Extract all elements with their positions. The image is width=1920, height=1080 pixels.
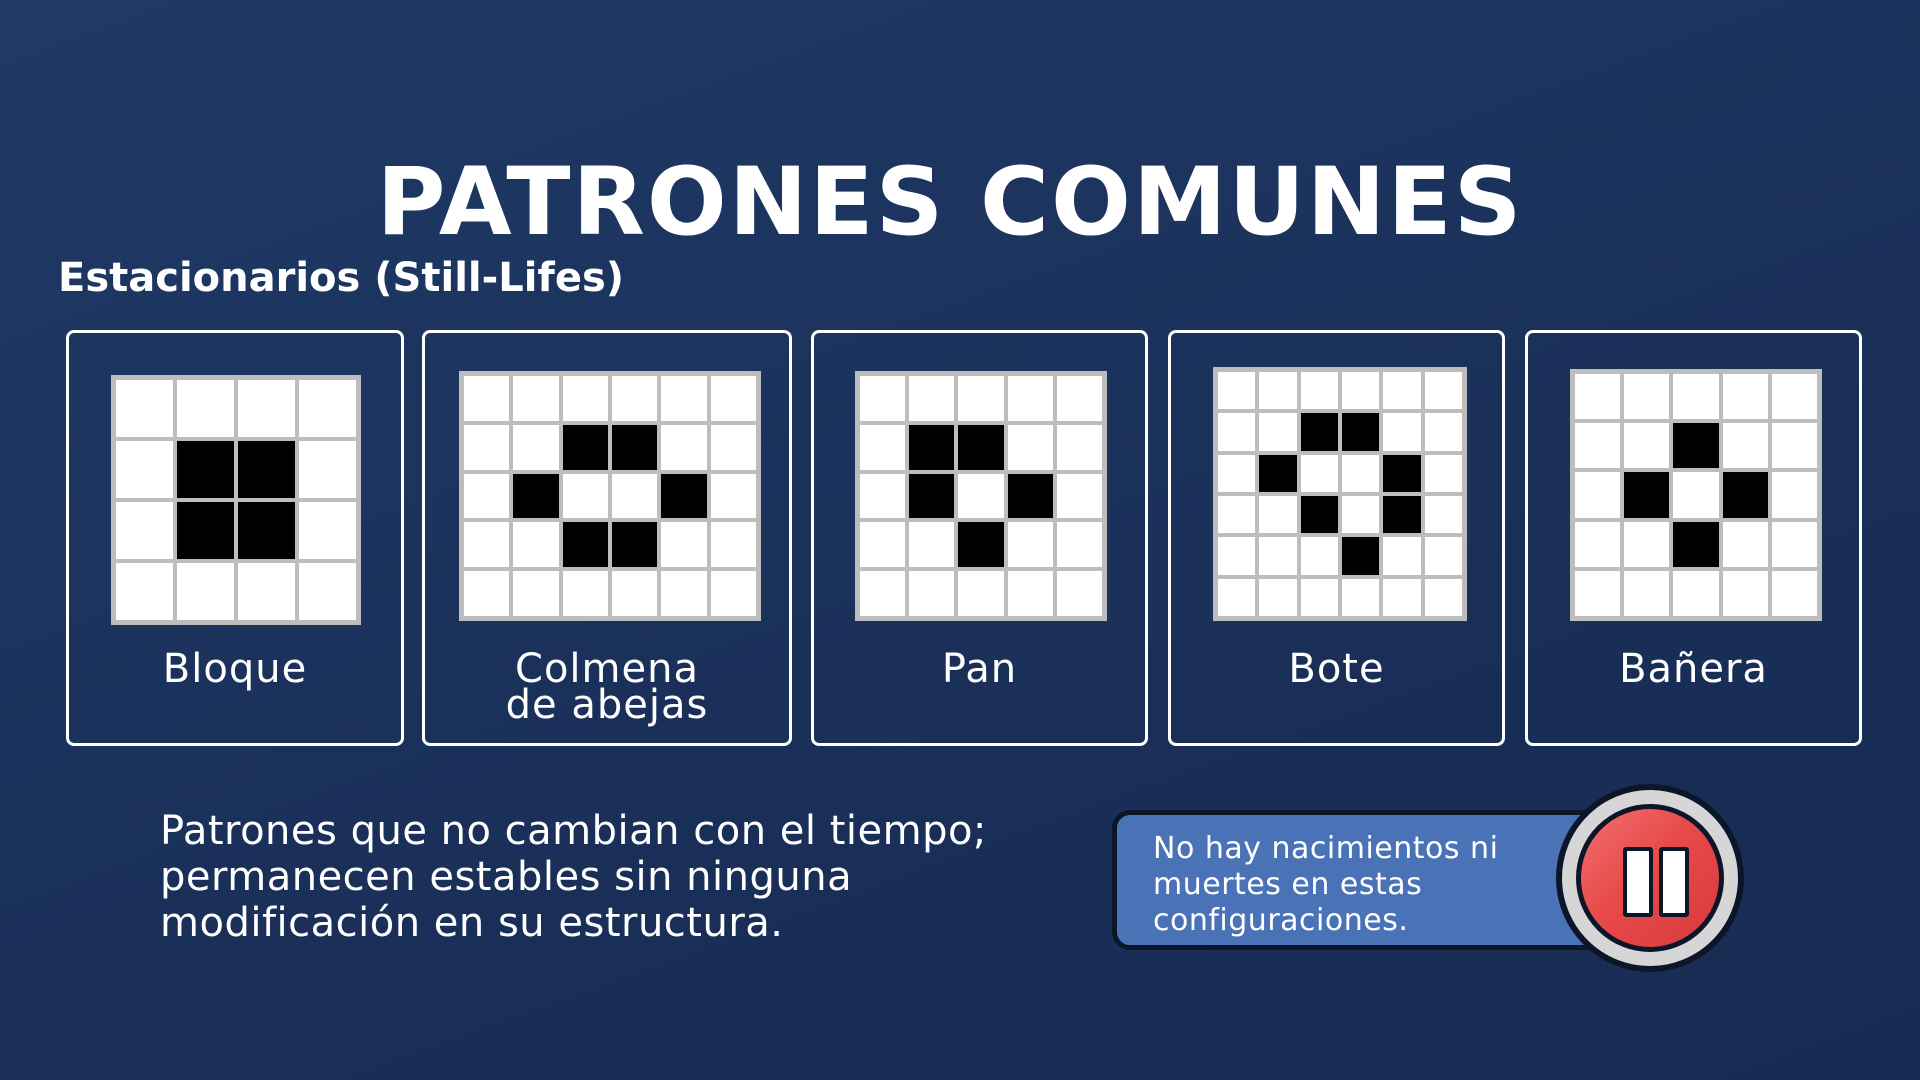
- live-cell: [1342, 413, 1379, 450]
- dead-cell: [464, 376, 509, 421]
- dead-cell: [1723, 522, 1768, 567]
- dead-cell: [299, 380, 356, 437]
- dead-cell: [1575, 522, 1620, 567]
- pattern-grid: [1570, 369, 1822, 621]
- live-cell: [1259, 455, 1296, 492]
- dead-cell: [1301, 579, 1338, 616]
- dead-cell: [860, 425, 905, 470]
- description-line: permanecen estables sin ninguna: [160, 854, 853, 900]
- dead-cell: [860, 571, 905, 616]
- dead-cell: [464, 425, 509, 470]
- dead-cell: [116, 502, 173, 559]
- dead-cell: [1301, 455, 1338, 492]
- pattern-label-line1: Bote: [1288, 646, 1385, 692]
- dead-cell: [1425, 579, 1462, 616]
- live-cell: [909, 474, 954, 519]
- dead-cell: [1008, 425, 1053, 470]
- dead-cell: [909, 522, 954, 567]
- dead-cell: [1425, 372, 1462, 409]
- dead-cell: [860, 474, 905, 519]
- dead-cell: [1301, 537, 1338, 574]
- dead-cell: [1575, 374, 1620, 419]
- dead-cell: [238, 380, 295, 437]
- dead-cell: [1425, 496, 1462, 533]
- dead-cell: [909, 571, 954, 616]
- live-cell: [909, 425, 954, 470]
- dead-cell: [1575, 571, 1620, 616]
- dead-cell: [1772, 472, 1817, 517]
- description-line: modificación en su estructura.: [160, 900, 784, 946]
- dead-cell: [1772, 423, 1817, 468]
- dead-cell: [1218, 455, 1255, 492]
- dead-cell: [1259, 413, 1296, 450]
- live-cell: [177, 502, 234, 559]
- dead-cell: [661, 571, 706, 616]
- dead-cell: [1008, 522, 1053, 567]
- dead-cell: [909, 376, 954, 421]
- pattern-label-line1: Bañera: [1619, 646, 1768, 692]
- pattern-label: [425, 646, 789, 728]
- dead-cell: [711, 474, 756, 519]
- dead-cell: [1218, 579, 1255, 616]
- dead-cell: [1772, 571, 1817, 616]
- live-cell: [238, 502, 295, 559]
- dead-cell: [177, 563, 234, 620]
- dead-cell: [177, 380, 234, 437]
- live-cell: [1383, 496, 1420, 533]
- dead-cell: [711, 376, 756, 421]
- pattern-label-line1: Bloque: [162, 646, 308, 692]
- dead-cell: [1425, 413, 1462, 450]
- dead-cell: [1383, 413, 1420, 450]
- dead-cell: [513, 571, 558, 616]
- dead-cell: [1673, 374, 1718, 419]
- dead-cell: [464, 474, 509, 519]
- dead-cell: [513, 425, 558, 470]
- pattern-card-banera: [1525, 330, 1862, 746]
- dead-cell: [1259, 579, 1296, 616]
- pattern-label-line1: Colmena: [515, 646, 699, 692]
- dead-cell: [116, 380, 173, 437]
- dead-cell: [1723, 423, 1768, 468]
- pattern-grid: [111, 375, 361, 625]
- live-cell: [563, 522, 608, 567]
- dead-cell: [1575, 472, 1620, 517]
- dead-cell: [1057, 522, 1102, 567]
- pattern-card-colmena: [422, 330, 792, 746]
- dead-cell: [1008, 571, 1053, 616]
- dead-cell: [612, 376, 657, 421]
- dead-cell: [711, 571, 756, 616]
- dead-cell: [661, 376, 706, 421]
- dead-cell: [1624, 522, 1669, 567]
- pattern-label: [814, 646, 1145, 692]
- dead-cell: [711, 425, 756, 470]
- pattern-label-line1: Pan: [941, 646, 1018, 692]
- live-cell: [177, 441, 234, 498]
- dead-cell: [661, 522, 706, 567]
- dead-cell: [116, 441, 173, 498]
- dead-cell: [1624, 423, 1669, 468]
- description-line: Patrones que no cambian con el tiempo;: [160, 808, 987, 854]
- dead-cell: [1575, 423, 1620, 468]
- pause-bar-left: [1623, 847, 1653, 917]
- description-text: [160, 808, 1060, 946]
- pause-icon: [1556, 784, 1744, 972]
- dead-cell: [958, 376, 1003, 421]
- dead-cell: [513, 522, 558, 567]
- dead-cell: [1425, 537, 1462, 574]
- dead-cell: [1673, 472, 1718, 517]
- pause-bar-right: [1659, 847, 1689, 917]
- live-cell: [612, 425, 657, 470]
- dead-cell: [116, 563, 173, 620]
- pattern-grid: [855, 371, 1107, 621]
- dead-cell: [1259, 537, 1296, 574]
- live-cell: [612, 522, 657, 567]
- pattern-grid: [1213, 367, 1467, 621]
- dead-cell: [1723, 374, 1768, 419]
- dead-cell: [1772, 522, 1817, 567]
- live-cell: [1723, 472, 1768, 517]
- dead-cell: [1342, 372, 1379, 409]
- dead-cell: [958, 571, 1003, 616]
- dead-cell: [513, 376, 558, 421]
- pattern-card-pan: [811, 330, 1148, 746]
- dead-cell: [1218, 496, 1255, 533]
- dead-cell: [1673, 571, 1718, 616]
- dead-cell: [1342, 496, 1379, 533]
- note-callout: [1112, 810, 1632, 950]
- dead-cell: [1383, 537, 1420, 574]
- pause-icon-face: [1576, 804, 1724, 952]
- live-cell: [1008, 474, 1053, 519]
- live-cell: [563, 425, 608, 470]
- dead-cell: [238, 563, 295, 620]
- live-cell: [958, 425, 1003, 470]
- pattern-grid: [459, 371, 761, 621]
- dead-cell: [1259, 372, 1296, 409]
- dead-cell: [1057, 425, 1102, 470]
- live-cell: [1342, 537, 1379, 574]
- dead-cell: [958, 474, 1003, 519]
- live-cell: [661, 474, 706, 519]
- dead-cell: [1301, 372, 1338, 409]
- live-cell: [513, 474, 558, 519]
- live-cell: [1383, 455, 1420, 492]
- live-cell: [1624, 472, 1669, 517]
- dead-cell: [1008, 376, 1053, 421]
- dead-cell: [1057, 474, 1102, 519]
- dead-cell: [1057, 376, 1102, 421]
- dead-cell: [661, 425, 706, 470]
- dead-cell: [1723, 571, 1768, 616]
- dead-cell: [1383, 579, 1420, 616]
- dead-cell: [1057, 571, 1102, 616]
- dead-cell: [1772, 374, 1817, 419]
- dead-cell: [563, 474, 608, 519]
- dead-cell: [860, 376, 905, 421]
- dead-cell: [1624, 374, 1669, 419]
- note-line: configuraciones.: [1153, 903, 1409, 938]
- dead-cell: [299, 441, 356, 498]
- live-cell: [1673, 423, 1718, 468]
- live-cell: [958, 522, 1003, 567]
- dead-cell: [299, 563, 356, 620]
- dead-cell: [612, 474, 657, 519]
- live-cell: [1301, 413, 1338, 450]
- pattern-label: [1528, 646, 1859, 692]
- slide-title: PATRONES COMUNES: [376, 147, 1524, 257]
- note-line: No hay nacimientos ni: [1153, 831, 1499, 866]
- note-line: muertes en estas: [1153, 867, 1423, 902]
- dead-cell: [464, 571, 509, 616]
- dead-cell: [1218, 372, 1255, 409]
- live-cell: [1301, 496, 1338, 533]
- dead-cell: [1259, 496, 1296, 533]
- pattern-label: [69, 646, 401, 692]
- dead-cell: [563, 376, 608, 421]
- dead-cell: [1425, 455, 1462, 492]
- dead-cell: [1342, 579, 1379, 616]
- live-cell: [1673, 522, 1718, 567]
- pattern-label-line2: de abejas: [505, 682, 709, 728]
- dead-cell: [563, 571, 608, 616]
- dead-cell: [1383, 372, 1420, 409]
- note-text: [1153, 831, 1533, 939]
- dead-cell: [1218, 537, 1255, 574]
- pattern-card-bote: [1168, 330, 1505, 746]
- dead-cell: [464, 522, 509, 567]
- pattern-label: [1171, 646, 1502, 692]
- dead-cell: [1342, 455, 1379, 492]
- dead-cell: [612, 571, 657, 616]
- live-cell: [238, 441, 295, 498]
- pattern-card-bloque: [66, 330, 404, 746]
- dead-cell: [299, 502, 356, 559]
- dead-cell: [1218, 413, 1255, 450]
- dead-cell: [1624, 571, 1669, 616]
- dead-cell: [860, 522, 905, 567]
- section-heading: Estacionarios (Still-Lifes): [58, 255, 625, 301]
- dead-cell: [711, 522, 756, 567]
